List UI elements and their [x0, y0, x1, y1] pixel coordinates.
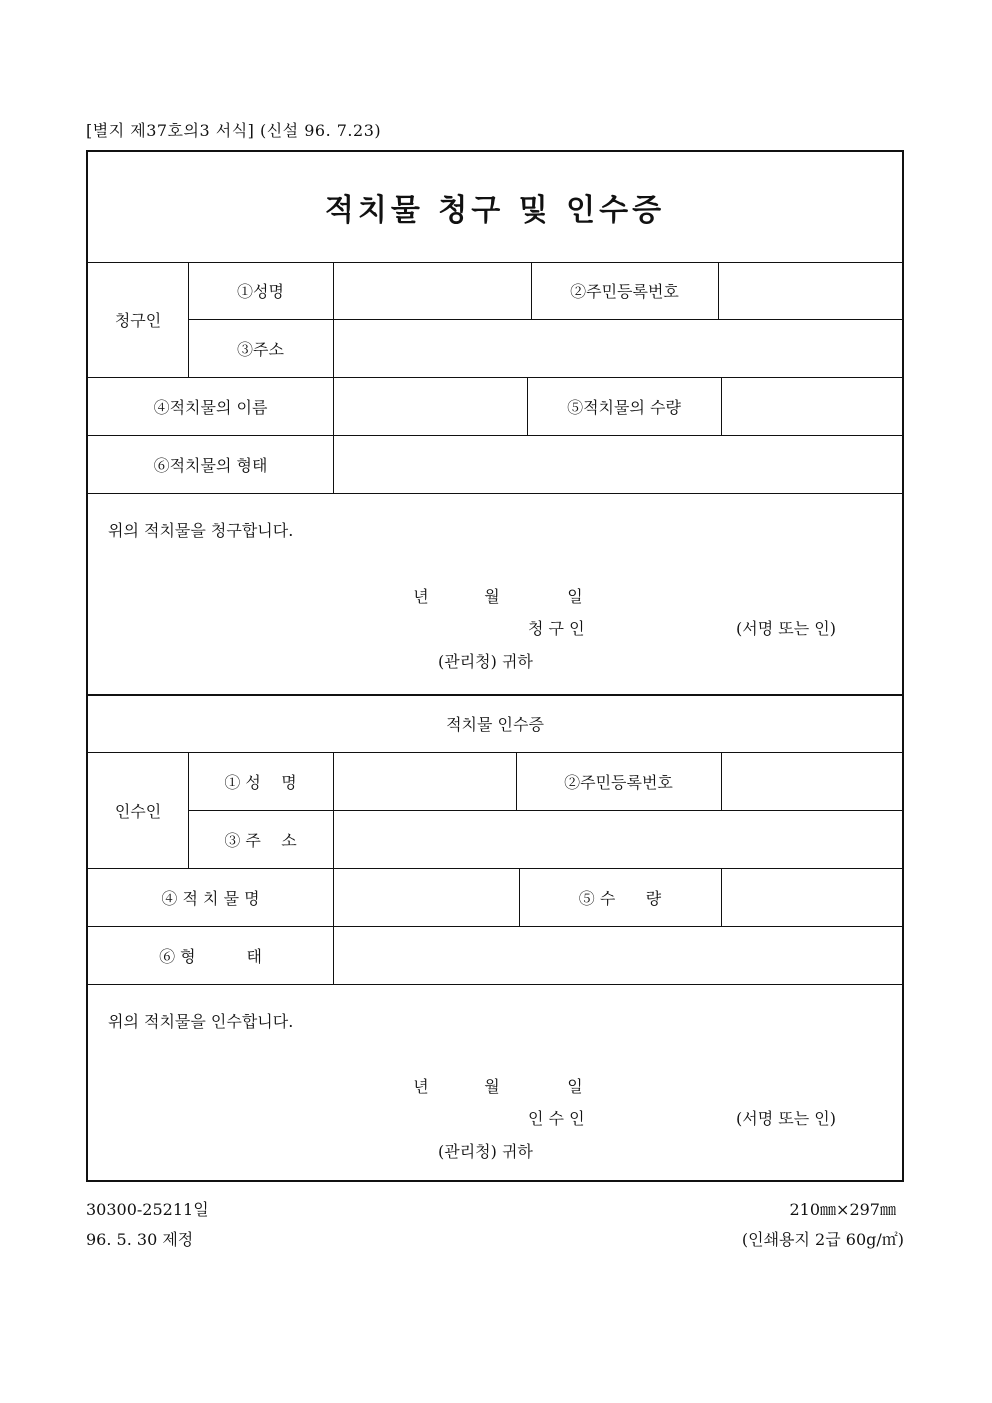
recipient-address-label: ③ 주 소: [224, 830, 297, 850]
received-item-name-label: ④ 적 치 물 명: [161, 888, 260, 908]
date-year-label: 년: [413, 586, 429, 606]
date-year-label: 년: [413, 1076, 429, 1096]
item-form-label: ⑥적치물의 형태: [153, 455, 268, 475]
form-title: 적치물 청구 및 인수증: [324, 193, 666, 228]
claimant-group-label: 청구인: [114, 311, 162, 330]
form-code: 30300-25211일: [86, 1200, 209, 1219]
divider: [88, 984, 902, 985]
claim-statement: 위의 적치물을 청구합니다.: [108, 520, 294, 540]
received-item-qty-label: ⑤ 수 량: [578, 888, 662, 908]
enactment-date: 96. 5. 30 제정: [86, 1230, 194, 1249]
item-name-field[interactable]: [333, 377, 527, 435]
form-reference-note: [별지 제37호의3 서식] (신설 96. 7.23): [86, 121, 382, 140]
claim-receipt-form: [86, 150, 904, 1182]
item-form-field[interactable]: [333, 435, 902, 493]
claim-addressee: (관리청) 귀하: [438, 651, 533, 671]
recipient-address-field[interactable]: [333, 810, 902, 868]
recipient-name-label: ① 성 명: [224, 772, 297, 792]
recipient-signature-note: (서명 또는 인): [736, 1108, 836, 1128]
recipient-rrn-field[interactable]: [721, 752, 902, 810]
claimant-signature-note: (서명 또는 인): [736, 618, 836, 638]
date-day-label: 일: [567, 586, 583, 606]
item-qty-field[interactable]: [721, 377, 902, 435]
divider: [88, 493, 902, 494]
item-qty-label: ⑤적치물의 수량: [567, 397, 681, 417]
recipient-name-field[interactable]: [333, 752, 516, 810]
received-item-form-field[interactable]: [333, 926, 902, 984]
recipient-group-label: 인수인: [114, 801, 162, 821]
claimant-signer-label: 청 구 인: [528, 618, 585, 638]
date-month-label: 월: [484, 586, 500, 606]
claimant-name-label: ①성명: [237, 282, 284, 301]
recipient-signer-label: 인 수 인: [528, 1108, 585, 1128]
receipt-statement: 위의 적치물을 인수합니다.: [108, 1011, 294, 1031]
claimant-rrn-field[interactable]: [718, 262, 902, 319]
claimant-name-field[interactable]: [333, 262, 531, 319]
receipt-addressee: (관리청) 귀하: [438, 1141, 533, 1161]
received-item-form-label: ⑥ 형 태: [159, 946, 262, 966]
received-item-name-field[interactable]: [333, 868, 519, 926]
claimant-rrn-label: ②주민등록번호: [570, 282, 679, 301]
paper-spec: (인쇄용지 2급 60g/㎡): [741, 1230, 904, 1249]
date-day-label: 일: [567, 1076, 583, 1096]
item-name-label: ④적치물의 이름: [153, 397, 268, 417]
recipient-rrn-label: ②주민등록번호: [564, 772, 673, 792]
received-item-qty-field[interactable]: [721, 868, 902, 926]
paper-size: 210㎜×297㎜: [789, 1200, 896, 1219]
claimant-address-field[interactable]: [333, 319, 902, 377]
claimant-address-label: ③주소: [237, 339, 284, 359]
receipt-section-title: 적치물 인수증: [446, 714, 544, 734]
date-month-label: 월: [484, 1076, 500, 1096]
